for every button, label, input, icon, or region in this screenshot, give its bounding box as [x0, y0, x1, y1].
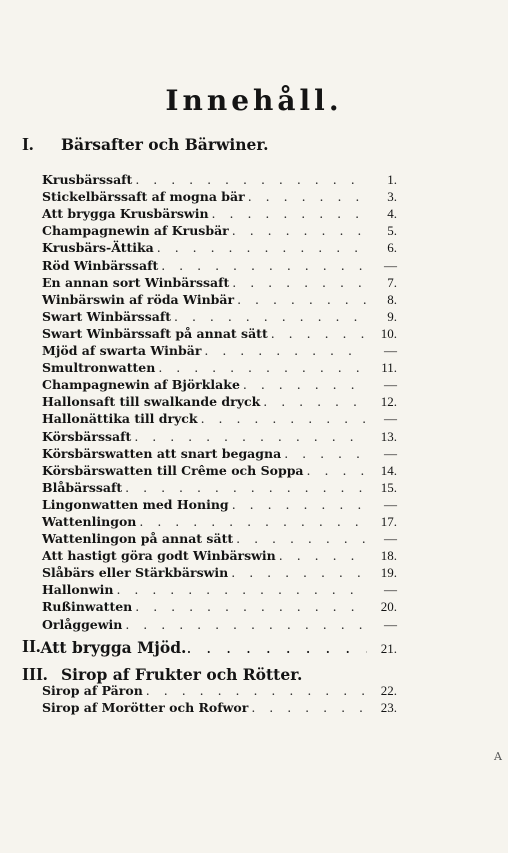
page-number: 20. — [380, 599, 397, 615]
entry-title: Mjöd af swarta Winbär — [42, 343, 202, 359]
toc-entry — [42, 255, 397, 272]
dot-leader — [158, 361, 367, 375]
page-number: 19. — [380, 565, 397, 581]
dot-leader — [134, 430, 367, 444]
entry-title: Hallonättika till dryck — [42, 411, 198, 427]
toc-entry — [42, 563, 397, 580]
page-number: 23. — [380, 700, 397, 716]
page-number: — — [384, 616, 397, 632]
toc-entry — [42, 392, 397, 409]
dot-leader — [271, 327, 367, 341]
entry-title: Krusbärs-Ättika — [42, 240, 154, 256]
toc-entry — [42, 238, 397, 255]
dot-leader — [125, 618, 367, 632]
entry-title: Slåbärs eller Stärkbärswin — [42, 565, 229, 581]
toc-list-section-3 — [42, 681, 397, 715]
page-number: 14. — [380, 462, 397, 478]
dot-leader — [284, 447, 367, 461]
page-number: 17. — [380, 513, 397, 529]
page-number: 15. — [380, 479, 397, 495]
entry-title: Swart Winbärssaft — [42, 308, 172, 324]
toc-entry — [42, 614, 397, 631]
dot-leader — [307, 464, 367, 478]
toc-entry — [42, 307, 397, 324]
toc-entry — [42, 187, 397, 204]
dot-leader — [231, 566, 367, 580]
dot-leader — [157, 241, 367, 255]
entry-title: Röd Winbärssaft — [42, 257, 159, 273]
entry-title: Wattenlingon på annat sätt — [42, 531, 234, 547]
dot-leader — [201, 412, 367, 426]
section-title: Bärsafter och Bärwiner. — [60, 135, 269, 154]
entry-title: Champagnewin af Björklake — [42, 377, 240, 393]
dot-leader — [135, 600, 367, 614]
margin-mark: A — [494, 750, 502, 763]
dot-leader — [125, 481, 367, 495]
dot-leader — [139, 515, 367, 529]
section-number: II. — [22, 636, 41, 656]
page-number: 18. — [380, 548, 397, 564]
section-title: Sirop af Frukter och Rötter. — [60, 665, 303, 684]
page-number: 13. — [380, 428, 397, 444]
entry-title: Körsbärswatten till Crême och Soppa — [42, 462, 304, 478]
entry-title: Krusbärssaft — [42, 172, 133, 188]
entry-title: Körsbärssaft — [42, 428, 132, 444]
entry-title: Swart Winbärssaft på annat sätt — [42, 325, 268, 341]
toc-list-section-1 — [42, 170, 397, 632]
page-number: — — [384, 531, 397, 547]
dot-leader — [146, 684, 367, 698]
dot-leader — [212, 207, 367, 221]
entry-title: Rußinwatten — [42, 599, 133, 615]
page-number: 10. — [380, 325, 397, 341]
page-number: 8. — [387, 291, 397, 307]
entry-title: Körsbärswatten att snart begagna — [42, 445, 282, 461]
section-number: I. — [22, 134, 34, 154]
toc-entry — [42, 698, 397, 715]
dot-leader — [236, 532, 367, 546]
dot-leader — [243, 378, 367, 392]
dot-leader — [263, 395, 367, 409]
page-number: — — [384, 343, 397, 359]
page-number: 11. — [381, 360, 397, 376]
section-heading-1 — [22, 134, 269, 155]
page-number: — — [384, 377, 397, 393]
toc-entry — [42, 290, 397, 307]
page-number: 22. — [380, 683, 397, 699]
dot-leader — [232, 224, 367, 238]
entry-title: Smultronwatten — [42, 360, 156, 376]
entry-title: Att brygga Krusbärswin — [42, 206, 209, 222]
entry-title: Sirop af Päron — [42, 683, 143, 699]
dot-leader — [248, 190, 367, 204]
toc-entry — [42, 375, 397, 392]
page-number: — — [384, 582, 397, 598]
toc-entry — [42, 426, 397, 443]
page-number: 9. — [387, 308, 397, 324]
toc-entry — [42, 204, 397, 221]
page-number: — — [384, 411, 397, 427]
page-number: 12. — [380, 394, 397, 410]
page-title: Innehåll. — [165, 84, 343, 117]
entry-title: Sirop af Morötter och Rofwor — [42, 700, 249, 716]
page-number: 5. — [387, 223, 397, 239]
entry-title: Stickelbärssaft af mogna bär — [42, 189, 245, 205]
toc-entry — [42, 273, 397, 290]
toc-entry — [42, 358, 397, 375]
dot-leader — [116, 583, 367, 597]
entry-title: Hallonwin — [42, 582, 114, 598]
entry-title: Lingonwatten med Honing — [42, 496, 229, 512]
entry-title: En annan sort Winbärssaft — [42, 274, 230, 290]
page-number: 7. — [387, 274, 397, 290]
page-number: — — [384, 257, 397, 273]
dot-leader — [251, 701, 367, 715]
dot-leader — [232, 276, 367, 290]
dot-leader — [279, 549, 367, 563]
page-number: 6. — [387, 240, 397, 256]
entry-title: Wattenlingon — [42, 513, 137, 529]
entry-title: Orlåggewin — [42, 616, 123, 632]
dot-leader — [174, 310, 367, 324]
entry-title: Champagnewin af Krusbär — [42, 223, 229, 239]
toc-entry — [42, 221, 397, 238]
toc-entry — [42, 461, 397, 478]
toc-entry — [42, 681, 397, 698]
entry-title: Hallonsaft till swalkande dryck — [42, 394, 261, 410]
toc-entry — [42, 324, 397, 341]
dot-leader — [186, 639, 367, 657]
toc-entry — [42, 597, 397, 614]
toc-entry — [42, 495, 397, 512]
section-title: Att brygga Mjöd. — [40, 638, 187, 657]
toc-entry — [42, 478, 397, 495]
page-number: — — [384, 445, 397, 461]
entry-title: Att hastigt göra godt Winbärswin — [42, 548, 276, 564]
dot-leader — [237, 293, 367, 307]
dot-leader — [135, 173, 367, 187]
toc-entry — [42, 529, 397, 546]
entry-title: Winbärswin af röda Winbär — [42, 291, 235, 307]
entry-title: Blåbärssaft — [42, 479, 123, 495]
page-number: 21. — [380, 641, 397, 656]
toc-entry — [42, 512, 397, 529]
dot-leader — [161, 259, 367, 273]
dot-leader — [204, 344, 367, 358]
toc-entry — [42, 409, 397, 426]
page-number: 4. — [387, 206, 397, 222]
section-number: III. — [22, 664, 48, 684]
page-number: 3. — [387, 189, 397, 205]
toc-entry — [42, 341, 397, 358]
dot-leader — [232, 498, 367, 512]
section-heading-2 — [22, 636, 397, 657]
toc-entry — [42, 580, 397, 597]
toc-entry — [42, 546, 397, 563]
toc-entry — [42, 444, 397, 461]
toc-entry — [42, 170, 397, 187]
page-number: — — [384, 496, 397, 512]
page-number: 1. — [387, 172, 397, 188]
